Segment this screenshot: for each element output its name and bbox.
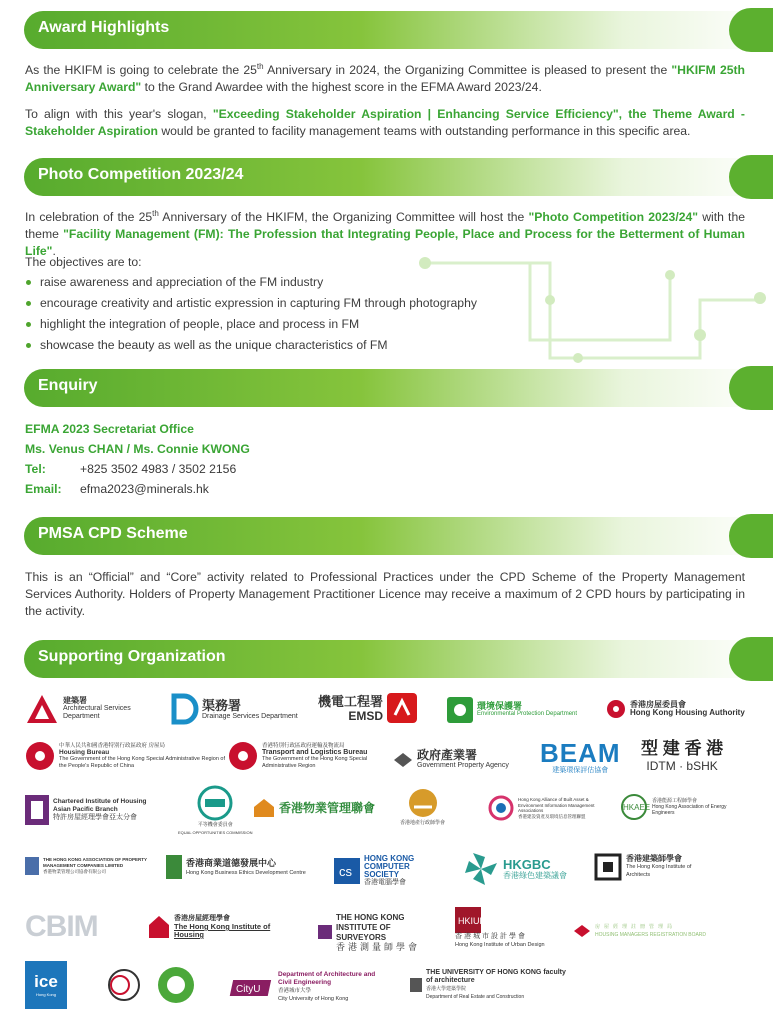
beam-en: BEAM — [540, 738, 621, 768]
banner-circle-decoration — [729, 155, 773, 199]
logo-green-org — [156, 965, 196, 1005]
cpd-banner — [24, 517, 773, 555]
hb-logo-icon — [25, 741, 55, 771]
dsd-logo-icon — [170, 693, 198, 725]
supporting-logos — [0, 685, 773, 1024]
cityu-zh: 香港城市大學 — [278, 988, 312, 994]
hkabe-logo-icon — [488, 795, 514, 821]
asd-en: Architectural Services Department — [63, 705, 131, 720]
logo-eoc — [178, 785, 252, 837]
logo-hkiud — [455, 907, 545, 949]
photo-p1-text-c: with the theme — [25, 210, 746, 241]
tlb-zh: 香港特別行政區政府運輸及物流局 — [262, 743, 345, 749]
tlb-en: Transport and Logistics Bureau — [262, 748, 368, 756]
hmaac-zh: 房屋經理註冊管理局 — [595, 924, 677, 930]
cbim-en: CBIM — [25, 910, 98, 943]
eoc-zh: 平等機會委員會 — [197, 822, 233, 828]
logo-hmaac — [573, 923, 735, 939]
hkcs-logo-icon — [334, 858, 360, 884]
photo-p1-sup: th — [152, 208, 159, 218]
pmf-logo-icon — [253, 797, 275, 819]
award-paragraph-2 — [25, 106, 745, 140]
logo-dsd — [170, 693, 298, 725]
logo-hkih — [148, 915, 294, 939]
award-p1-text-b: Anniversary in 2024, the Organizing Committee is pleased to present the — [263, 63, 672, 77]
objectives-list — [25, 272, 477, 356]
photo-p1-text-a: In celebration of the 25 — [25, 210, 153, 224]
idtm-zh: 型 建 香 港 — [641, 739, 724, 758]
logo-hkha — [606, 699, 745, 719]
photo-competition-heading: Photo Competition 2023/24 — [38, 166, 244, 183]
enquiry-tel-row — [25, 459, 250, 479]
epd-logo-icon — [447, 697, 473, 723]
logo-asd — [25, 693, 148, 725]
logo-hkipm — [400, 787, 445, 827]
award-p1-text-a: As the HKIFM is going to celebrate the 25 — [25, 63, 257, 77]
banner-circle-decoration — [729, 637, 773, 681]
email-label: Email: — [25, 482, 62, 496]
logo-tlb — [228, 741, 372, 771]
hku-sub: Department of Real Estate and Construction — [426, 994, 525, 1000]
objectives-title: The objectives are to: — [25, 255, 142, 269]
emsd-zh: 機電工程署 — [318, 693, 384, 709]
award-p2-highlight: "Exceeding Stakeholder Aspiration | Enhancing Service Efficiency", the Theme Award - Stakeholder Aspiration — [25, 107, 745, 138]
asd-zh: 建築署 — [63, 696, 87, 705]
logo-emsd — [318, 693, 417, 723]
logo-hkaee — [620, 793, 742, 821]
cih-logo-icon — [25, 795, 49, 825]
beam-zh: 建築環保評估協會 — [552, 767, 609, 774]
award-p2-text-b: would be granted to facility management teams with outstanding performance in this specific area. — [157, 124, 691, 138]
supporting-banner — [24, 640, 773, 678]
supporting-heading: Supporting Organization — [38, 648, 226, 665]
hmaac-logo-icon — [573, 924, 591, 938]
idtm-en: IDTM · bSHK — [646, 759, 718, 773]
emsd-logo-icon — [387, 693, 417, 723]
award-p1-highlight: "HKIFM 25th Anniversary Award" — [25, 63, 746, 94]
photo-p1-text-d: . — [52, 244, 56, 258]
hkis-logo-icon — [318, 925, 332, 939]
hb-en: Housing Bureau — [59, 748, 110, 756]
hkha-zh: 香港房屋委員會 — [630, 700, 686, 709]
hkgbc-logo-icon — [463, 851, 499, 887]
hkbedc-zh: 香港商業道德發展中心 — [186, 857, 277, 868]
objective-item: encourage creativity and artistic expression in capturing FM through photography — [25, 293, 477, 314]
tlb-logo-icon — [228, 741, 258, 771]
award-p1-text-c: to the Grand Awardee with the highest score in the EFMA Award 2023/24. — [141, 80, 542, 94]
logo-hkbedc — [166, 855, 306, 879]
logo-circle-org — [102, 967, 146, 1003]
logo-hkabe — [488, 795, 613, 821]
hkbedc-en: Hong Kong Business Ethics Development Centre — [186, 869, 306, 876]
award-highlights-heading: Award Highlights — [38, 19, 170, 36]
svg-text:CityU: CityU — [236, 984, 261, 995]
enquiry-block — [25, 419, 250, 499]
gpa-logo-icon — [393, 752, 413, 768]
logo-cih — [25, 795, 148, 825]
hkapmc-zh: 香港物業管理公司協會有限公司 — [43, 869, 106, 874]
hkiud-logo-icon — [455, 907, 487, 933]
award-highlights-banner — [24, 11, 773, 49]
hkih-logo-icon — [148, 915, 170, 939]
logo-hkgbc — [463, 851, 567, 887]
banner-circle-decoration — [729, 366, 773, 410]
hkcs-en: HONG KONG COMPUTER SOCIETY — [364, 854, 415, 879]
epd-zh: 環境保護署 — [477, 701, 523, 711]
hkis-en: THE HONG KONG INSTITUTE OF SURVEYORS — [336, 913, 405, 942]
ice-en: ice — [34, 971, 58, 991]
asd-logo-icon — [25, 693, 59, 725]
objective-item: raise awareness and appreciation of the FM industry — [25, 272, 477, 293]
cityu-en: Department of Architecture and Civil Engineering — [278, 971, 376, 986]
dsd-zh: 渠務署 — [202, 697, 242, 713]
gpa-zh: 政府產業署 — [417, 748, 478, 762]
hkaee-zh: 香港能源工程師學會 — [652, 798, 698, 804]
ice-sub: Hong Kong — [35, 991, 56, 997]
svg-text:HKAEE: HKAEE — [623, 803, 651, 812]
logo-cityu — [232, 971, 388, 1003]
logo-ice — [25, 961, 67, 1009]
gpa-en: Government Property Agency — [417, 762, 509, 769]
hkia-en: The Hong Kong Institute of Architects — [626, 864, 692, 878]
logo-beam — [540, 739, 621, 775]
banner-circle-decoration — [729, 8, 773, 52]
hkih-zh: 香港房屋經理學會 — [174, 915, 230, 922]
objective-item: highlight the integration of people, place and process in FM — [25, 314, 477, 335]
hku-en: THE UNIVERSITY OF HONG KONG faculty of architecture — [426, 969, 566, 984]
tlb-sub: The Government of the Hong Kong Special Administrative Region — [262, 756, 368, 769]
hku-zh: 香港大學建築學院 — [426, 986, 467, 992]
email-link[interactable]: efma2023@minerals.hk — [80, 482, 209, 496]
logo-idtm — [641, 739, 723, 773]
award-p1-sup: th — [256, 61, 264, 71]
enquiry-email-row — [25, 479, 250, 499]
eoc-en: EQUAL OPPORTUNITIES COMMISSION — [178, 830, 253, 835]
hkcs-zh: 香港電腦學會 — [364, 879, 406, 886]
hkapmc-en: THE HONG KONG ASSOCIATION OF PROPERTY MANAGEMENT COMPANIES LIMITED — [43, 857, 147, 868]
hkia-logo-icon — [594, 853, 622, 881]
objective-item: showcase the beauty as well as the unique characteristics of FM — [25, 335, 477, 356]
logo-hkis — [318, 913, 436, 951]
eoc-logo-icon — [195, 785, 235, 821]
circle-org-logo-icon — [102, 967, 146, 1003]
cih-en: Chartered Institute of Housing Asian Pacific Branch — [53, 798, 147, 813]
hkaee-en: Hong Kong Association of Energy Engineers — [652, 804, 727, 816]
svg-text:HKIUD: HKIUD — [458, 916, 487, 926]
hkis-zh: 香港測量師學會 — [336, 942, 421, 952]
hmaac-en: HOUSING MANAGERS REGISTRATION BOARD — [595, 932, 707, 938]
svg-text:cs: cs — [339, 864, 352, 879]
hkabe-zh: 香港建設資產及環境信息管理聯盟 — [518, 813, 586, 819]
logo-hkia — [594, 853, 716, 881]
cih-zh: 特許房屋經理學會亞太分會 — [53, 814, 137, 821]
hkapmc-logo-icon — [25, 857, 39, 875]
logo-cbim — [25, 911, 98, 943]
enquiry-office: EFMA 2023 Secretariat Office — [25, 422, 194, 436]
hkiud-zh: 香港城市設計學會 — [455, 933, 527, 940]
photo-paragraph — [25, 209, 745, 260]
hkaee-logo-icon — [620, 793, 651, 821]
logo-hkapmc — [25, 857, 161, 875]
hkia-zh: 香港建築師學會 — [626, 854, 682, 863]
hkih-en: The Hong Kong Institute of Housing — [174, 922, 271, 939]
cityu-sub: City University of Hong Kong — [278, 996, 349, 1002]
hkgbc-zh: 香港綠色建築議會 — [503, 871, 567, 880]
tel-value: +825 3502 4983 / 3502 2156 — [80, 462, 237, 476]
award-paragraph-1 — [25, 62, 745, 96]
hkgbc-en: HKGBC — [503, 857, 551, 872]
cpd-paragraph: This is an “Official” and “Core” activity related to Professional Practices under the CPD Scheme of the Property Management Services Authority. Holders of Property Management Practitioner Licence may receive a maximum of 2 CPD hours by participating in the activity. — [25, 570, 745, 618]
pmf-zh: 香港物業管理聯會 — [279, 801, 376, 815]
award-p2-text-a: To align with this year's slogan, — [25, 107, 213, 121]
hkabe-en: Hong Kong Alliance of Built Asset & Environment Information Management Associations — [518, 797, 595, 813]
logo-hb — [25, 741, 229, 771]
enquiry-heading: Enquiry — [38, 377, 98, 394]
logo-epd — [447, 697, 577, 723]
logo-hkcs — [334, 855, 434, 887]
epd-en: Environmental Protection Department — [477, 711, 578, 717]
enquiry-banner — [24, 369, 773, 407]
green-org-logo-icon — [156, 965, 196, 1005]
photo-p1-text-b: Anniversary of the HKIFM, the Organizing Committee will host the — [158, 210, 529, 224]
emsd-en: EMSD — [348, 708, 384, 723]
tel-label: Tel: — [25, 462, 46, 476]
hkiud-en: Hong Kong Institute of Urban Design — [455, 942, 545, 948]
logo-gpa — [393, 749, 509, 770]
logo-pmf — [253, 797, 375, 819]
banner-circle-decoration — [729, 514, 773, 558]
logo-hku — [410, 969, 566, 1001]
hkipm-zh: 香港地產行政師學會 — [400, 820, 446, 826]
hkipm-logo-icon — [406, 787, 440, 819]
hku-logo-icon — [410, 978, 422, 992]
photo-competition-banner — [24, 158, 773, 196]
photo-p1-highlight-2: "Facility Management (FM): The Profession that Integrating People, Place and Process for the Betterment of Human Life" — [25, 227, 745, 258]
hkha-en: Hong Kong Housing Authority — [630, 708, 745, 717]
hkha-logo-icon — [606, 699, 626, 719]
dsd-en: Drainage Services Department — [202, 712, 298, 720]
hb-sub: The Government of the Hong Kong Special Administrative Region of the People's Republic of China — [59, 756, 226, 769]
hkbedc-logo-icon — [166, 855, 182, 879]
cpd-heading: PMSA CPD Scheme — [38, 525, 188, 542]
cityu-logo-icon — [232, 976, 274, 998]
hb-zh: 中華人民共和國香港特別行政區政府 房屋局 — [59, 743, 166, 749]
photo-p1-highlight-1: "Photo Competition 2023/24" — [528, 210, 699, 224]
enquiry-contacts: Ms. Venus CHAN / Ms. Connie KWONG — [25, 442, 250, 456]
